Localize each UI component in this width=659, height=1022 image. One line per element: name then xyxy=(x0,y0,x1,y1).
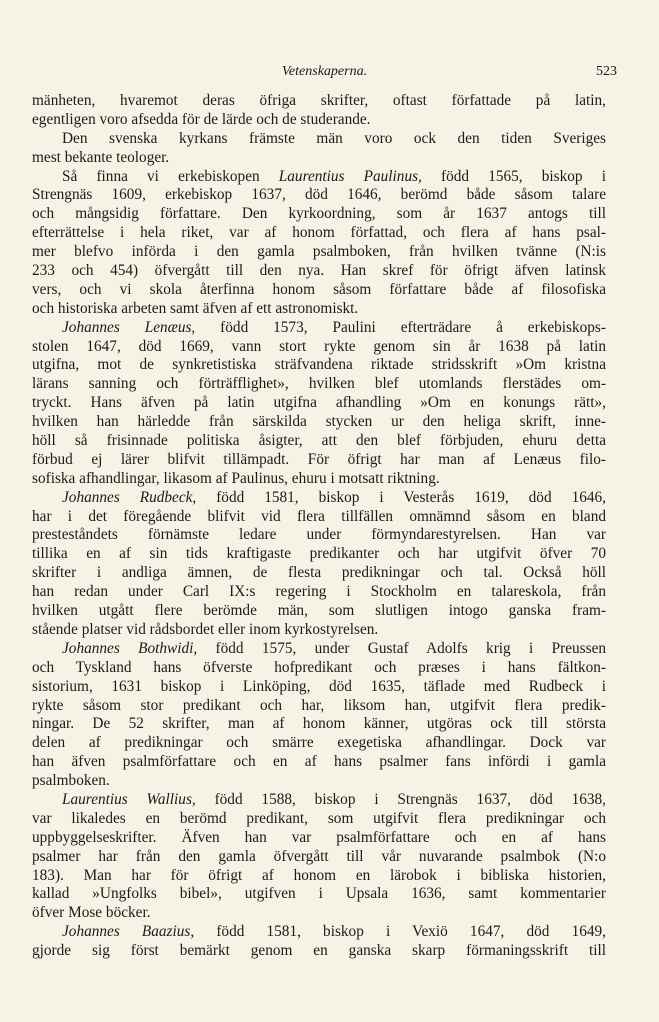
text-line: Strengnäs 1609, erkebiskop 1637, död 1646, berömd både såsom talare xyxy=(32,186,606,204)
text-line: stående platser vid rådsbordet eller inom kyrkostyrelsen. xyxy=(32,620,379,638)
text-line xyxy=(32,640,606,659)
text-line: stolen 1647, död 1669, vann stort rykte genom sin år 1638 på latin xyxy=(32,337,606,355)
text-segment: född 1588, biskop i Strengnäs 1637, död 1638, xyxy=(195,790,606,808)
text-segment: Så finna vi erkebiskopen xyxy=(62,167,279,185)
text-line: hvilken han härledde från särskilda stycken ur den heliga skrift, inne- xyxy=(32,413,606,431)
person-name: Johannes Rudbeck, xyxy=(62,488,197,506)
text-line: mer blefvo införda i den gamla psalmboken, från hvilken tvänne (N:is xyxy=(32,243,606,261)
text-line xyxy=(32,168,606,187)
text-line: han äfven psalmförfattare och en af hans psalmer fans infördi i gamla xyxy=(32,753,606,771)
text-line xyxy=(32,791,606,810)
text-line: psalmer har från den gamla öfvergått till vår nuvarande psalmbok (N:o xyxy=(32,847,606,865)
text-line: gjorde sig först bemärkt genom en ganska skarp förmaningsskrift till xyxy=(32,942,606,960)
text-line: sistorium, 1631 biskop i Linköping, död 1635, täflade med Rudbeck i xyxy=(32,677,606,695)
person-name: Laurentius Wallius, xyxy=(62,790,196,808)
text-line xyxy=(32,923,606,942)
text-line: tryckt. Hans äfven på latin utgifna afhandling »Om en konungs rätt», xyxy=(32,394,606,412)
text-line: skrifter i andliga ämnen, de flesta predikningar och tal. Också höll xyxy=(32,564,606,582)
text-segment: född 1581, biskop i Vesterås 1619, död 1646, xyxy=(196,488,606,506)
text-line: höll så frisinnade politiska åsigter, att den blef förbjuden, ehuru detta xyxy=(32,432,606,450)
text-segment: född 1573, Paulini efterträdare å erkebiskops- xyxy=(195,318,606,336)
running-title: Vetenskaperna. xyxy=(281,64,368,79)
body-text xyxy=(32,92,606,961)
text-line: utgifna, mot de synkretistiska sträfvandena riktade stridsskrift »Om kristna xyxy=(32,356,606,374)
text-line: rykte såsom stor predikant och har, liksom han, utgifvit flera predik- xyxy=(32,696,606,714)
text-line: uppbyggelseskrifter. Äfven han var psalmförfattare och en af hans xyxy=(32,828,606,846)
text-line: mänheten, hvaremot deras öfriga skrifter, oftast författade på latin, xyxy=(32,92,606,109)
text-line: 183). Man har för öfrigt af honom en lärobok i bibliska historien, xyxy=(32,866,606,884)
text-line: och Tyskland hans öfverste hofpredikant och præses i hans fältkon- xyxy=(32,658,606,676)
text-line: ningar. De 52 skrifter, man af honom känner, utgöras ock till största xyxy=(32,715,606,733)
text-segment: född 1565, biskop i xyxy=(421,167,606,185)
page-header xyxy=(32,64,617,84)
text-line: och historiska arbeten samt äfven af ett astronomiskt. xyxy=(32,299,359,317)
text-line: sofiska afhandlingar, likasom af Paulinus, ehuru i motsatt riktning. xyxy=(32,469,440,487)
text-line: 233 och 454) öfvergått till den nya. Han skref för öfrigt äfven latinsk xyxy=(32,262,606,280)
person-name: Laurentius Paulinus, xyxy=(278,167,422,185)
text-line: egentligen voro afsedda för de lärde och de studerande. xyxy=(32,110,371,128)
text-line: tillika en af sin tids kraftigaste predikanter och har utgifvit öfver 70 xyxy=(32,545,606,563)
text-line: lärans sanning och förträfflighet», hvilken blef utomlands flerstädes om- xyxy=(32,375,606,393)
text-line: var likaledes en berömd predikant, som utgifvit flera predikningar och xyxy=(32,809,606,827)
person-name: Johannes Baazius, xyxy=(62,923,195,941)
text-segment: född 1581, biskop i Vexiö 1647, död 1649, xyxy=(194,923,606,941)
text-line: förbud ej lärer blifvit tillämpadt. För öfrigt har man af Lenæus filo- xyxy=(32,450,606,468)
text-line: vers, och vi skola återfinna honom såsom författare både af filosofiska xyxy=(32,280,606,298)
text-line: psalmboken. xyxy=(32,772,110,790)
text-line: Den svenska kyrkans främste män voro ock den tiden Sveriges xyxy=(62,129,606,147)
text-line: har i det föregående blifvit vid flera tillfällen omnämnd såsom en bland xyxy=(32,507,606,525)
text-line: öfver Mose böcker. xyxy=(32,904,151,922)
text-line: delen af predikningar och smärre exegetiska afhandlingar. Dock var xyxy=(32,734,606,752)
text-line: efterrättelse i hela riket, var af honom författad, och flera af hans psal- xyxy=(32,224,606,242)
text-line: hvilken utgått flere berömde män, som slutligen intogo ganska fram- xyxy=(32,602,606,620)
text-line: presteståndets förnämste ledare under förmyndarestyrelsen. Han var xyxy=(32,526,606,544)
text-segment: född 1575, under Gustaf Adolfs krig i Preussen xyxy=(197,639,607,657)
person-name: Johannes Bothwidi, xyxy=(62,639,198,657)
text-line xyxy=(32,489,606,508)
text-line: och mångsidig författare. Den kyrkoordning, som år 1637 antogs till xyxy=(32,205,606,223)
text-line: han redan under Carl IX:s regering i Stockholm en talareskola, från xyxy=(32,583,606,601)
text-line: kallad »Ungfolks bibel», utgifven i Upsala 1636, samt kommentarier xyxy=(32,885,606,903)
text-line xyxy=(32,319,606,338)
text-line: mest bekante teologer. xyxy=(32,148,170,166)
page-number: 523 xyxy=(596,64,617,79)
person-name: Johannes Lenæus, xyxy=(62,318,196,336)
